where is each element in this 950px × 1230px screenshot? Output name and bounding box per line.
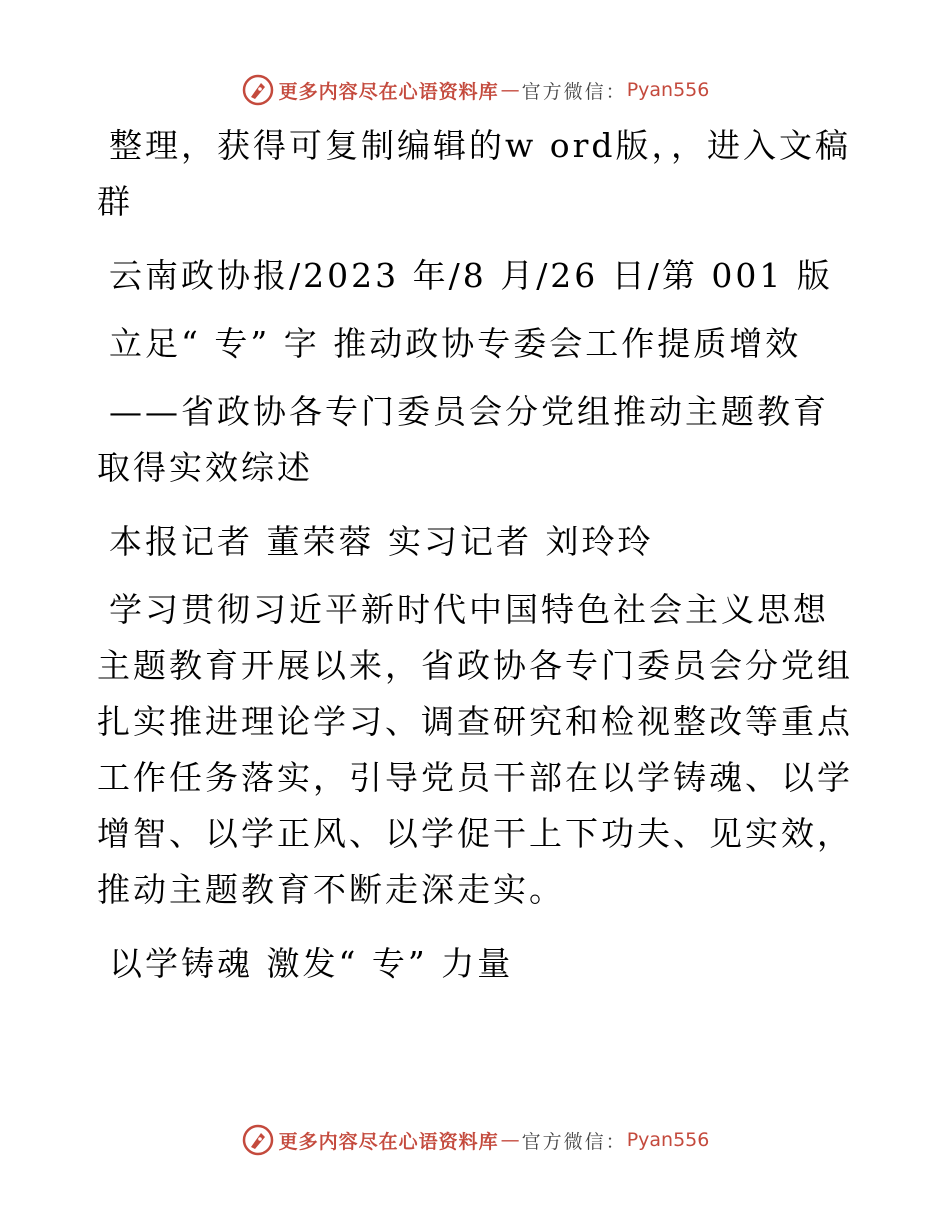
banner-main-text: 更多内容尽在心语资料库 <box>278 80 499 103</box>
banner-separator: — <box>500 79 520 101</box>
banner-main-text: 更多内容尽在心语资料库 <box>278 1130 499 1153</box>
article-title: 立足“ 专” 字 推动政协专委会工作提质增效 <box>109 324 802 363</box>
publication-line: 云南政协报/2023 年/8 月/26 日/第 001 版 <box>109 256 833 295</box>
banner-wechat-label: 官方微信： <box>521 1130 627 1153</box>
byline: 本报记者 董荣蓉 实习记者 刘玲玲 <box>109 522 654 561</box>
intro-paragraph: 整理，获得可复制编辑的w ord版，，进入文稿群 <box>97 126 852 221</box>
banner-wechat-id: Pyan556 <box>626 79 710 101</box>
section-heading: 以学铸魂 激发“ 专” 力量 <box>109 944 514 983</box>
header-watermark-banner <box>0 70 950 110</box>
body-paragraph: 学习贯彻习近平新时代中国特色社会主义思想主题教育开展以来，省政协各专门委员会分党组扎实推进理论学习、调查研究和检视整改等重点工作任务落实，引导党员干部在以学铸魂、以学增智、以学正风、以学促干上下功夫、见实效，推动主题教育不断走深走实。 <box>97 590 853 909</box>
pen-nib-logo-icon <box>241 73 275 107</box>
banner-separator: — <box>500 1129 520 1151</box>
pen-nib-logo-icon <box>241 1123 275 1157</box>
footer-watermark-banner <box>0 1120 950 1160</box>
document-body <box>97 118 857 1010</box>
banner-wechat-id: Pyan556 <box>626 1129 710 1151</box>
banner-wechat-label: 官方微信： <box>521 80 627 103</box>
article-subtitle: ——省政协各专门委员会分党组推动主题教育取得实效综述 <box>97 392 829 487</box>
